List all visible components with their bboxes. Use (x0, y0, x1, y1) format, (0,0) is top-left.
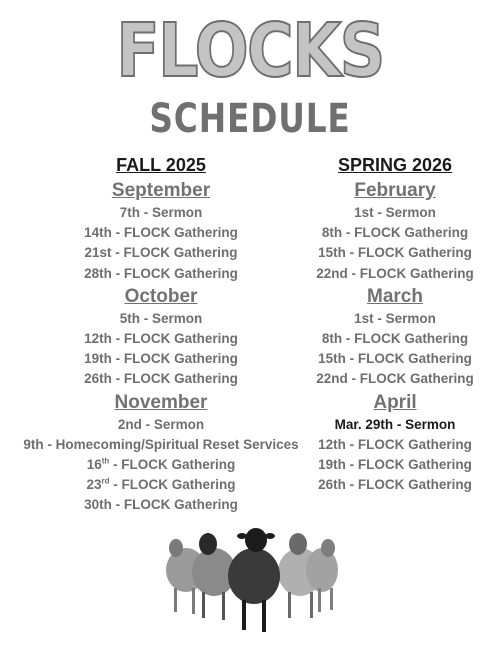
event-item: 26th - FLOCK Gathering (84, 371, 238, 387)
month-heading: March (367, 285, 423, 307)
event-day: 16 (86, 457, 102, 473)
event-item: 8th - FLOCK Gathering (321, 225, 469, 241)
event-item: 12th - FLOCK Gathering (84, 331, 238, 347)
event-item: 5th - Sermon (119, 310, 203, 326)
event-item: 21st - FLOCK Gathering (84, 245, 238, 261)
event-item: 1st - Sermon (354, 310, 436, 326)
event-item: 22nd - FLOCK Gathering (316, 371, 474, 387)
season-heading: SPRING 2026 (337, 155, 453, 175)
event-item (0, 475, 322, 495)
spring-column (316, 153, 474, 495)
page-title: FLOCKS (116, 8, 384, 94)
sheep-flock-illustration (162, 526, 342, 636)
event-item: 12th - FLOCK Gathering (318, 436, 472, 452)
event-item: 15th - FLOCK Gathering (318, 245, 472, 261)
event-item: Mar. 29th - Sermon (334, 416, 456, 432)
event-item: 9th - Homecoming/Spiritual Reset Services (23, 436, 299, 452)
event-item (0, 455, 322, 475)
event-item: 22nd - FLOCK Gathering (316, 265, 474, 281)
event-item: 7th - Sermon (119, 205, 203, 220)
event-item: 30th - FLOCK Gathering (84, 497, 238, 513)
event-item: 28th - FLOCK Gathering (84, 265, 238, 281)
event-item: 19th - FLOCK Gathering (84, 351, 238, 367)
sheep-icon (228, 528, 280, 632)
event-label: - FLOCK Gathering (109, 477, 236, 493)
event-item: 26th - FLOCK Gathering (318, 477, 472, 493)
month-heading: October (124, 285, 198, 307)
month-heading: November (114, 391, 208, 413)
season-heading: FALL 2025 (116, 155, 206, 175)
event-item: 19th - FLOCK Gathering (318, 457, 472, 473)
event-day: 23 (86, 477, 102, 493)
event-item: 14th - FLOCK Gathering (84, 225, 238, 241)
page-subtitle: SCHEDULE (149, 96, 351, 142)
event-item: 8th - FLOCK Gathering (321, 331, 469, 347)
ordinal-suffix: rd (101, 476, 110, 486)
event-item: 2nd - Sermon (117, 416, 205, 432)
month-heading: September (111, 180, 211, 201)
month-heading: April (373, 391, 417, 413)
event-item: 15th - FLOCK Gathering (318, 351, 472, 367)
ordinal-suffix: th (101, 456, 110, 466)
fall-column (0, 153, 322, 516)
month-heading: February (354, 180, 436, 201)
event-item: 1st - Sermon (354, 205, 436, 220)
event-label: - FLOCK Gathering (109, 457, 236, 473)
